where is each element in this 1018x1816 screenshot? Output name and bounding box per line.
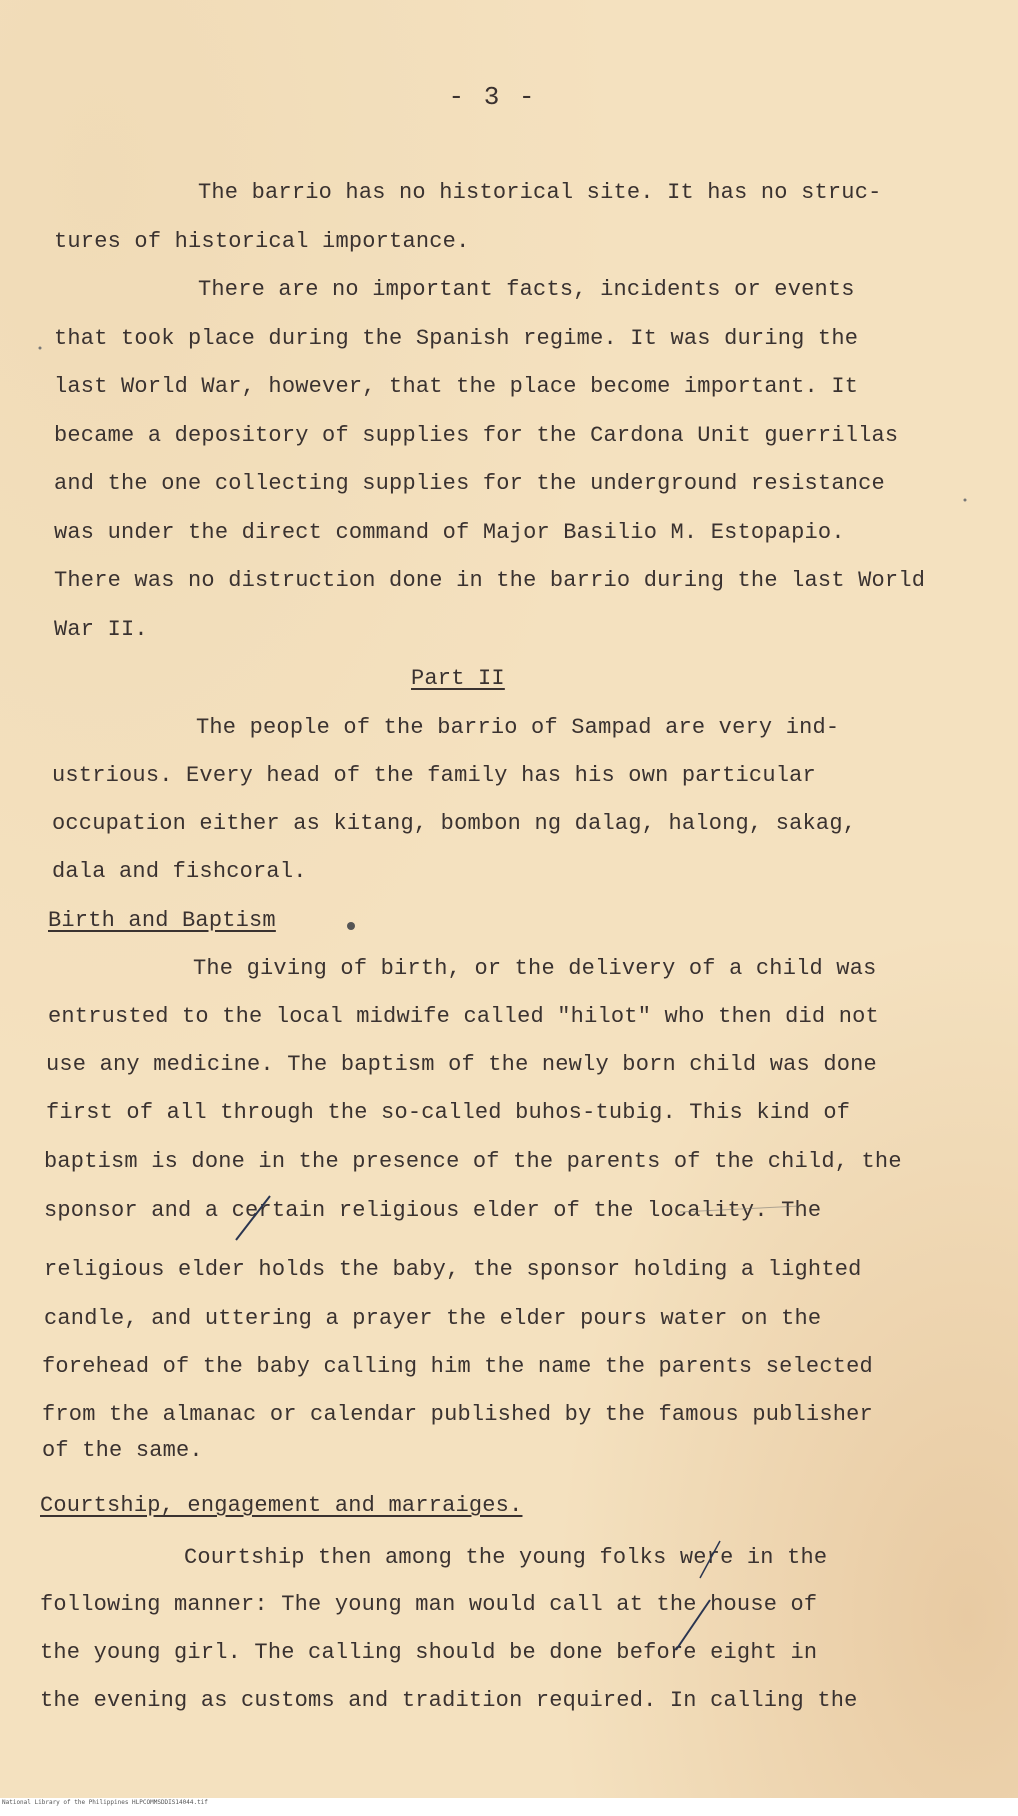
paragraph-line: that took place during the Spanish regime. It was during the	[54, 324, 858, 354]
page-number: - 3 -	[0, 82, 985, 112]
paragraph-line: was under the direct command of Major Basilio M. Estopapio.	[54, 518, 845, 548]
scan-footer: National Library of the Philippines HLPCOMMSDDIS14044.tif	[0, 1798, 1018, 1816]
paragraph-line: the young girl. The calling should be done before eight in	[40, 1638, 817, 1668]
paragraph-line: forehead of the baby calling him the name the parents selected	[42, 1352, 873, 1382]
paragraph-line: of the same.	[42, 1436, 203, 1466]
paragraph-line: first of all through the so-called buhos-tubig. This kind of	[46, 1098, 850, 1128]
ink-speck	[964, 499, 967, 502]
check-mark	[676, 1600, 710, 1650]
paragraph-line: occupation either as kitang, bombon ng dalag, halong, sakag,	[52, 809, 856, 839]
check-mark	[700, 1541, 720, 1578]
paragraph-line: dala and fishcoral.	[52, 857, 307, 887]
section-heading-part-ii: Part II	[411, 664, 505, 694]
paragraph-line: sponsor and a certain religious elder of the locality. The	[44, 1196, 821, 1226]
paragraph-line: from the almanac or calendar published by the famous publisher	[42, 1400, 873, 1430]
paragraph-line: following manner: The young man would call at the house of	[40, 1590, 817, 1620]
section-heading-birth-baptism: Birth and Baptism	[48, 906, 276, 936]
pencil-stroke	[680, 1206, 800, 1212]
paragraph-line: Courtship then among the young folks were in the	[184, 1543, 827, 1573]
paragraph-line: tures of historical importance.	[54, 227, 469, 257]
paragraph-line: entrusted to the local midwife called "hilot" who then did not	[48, 1002, 879, 1032]
paragraph-line: and the one collecting supplies for the underground resistance	[54, 469, 885, 499]
paragraph-line: the evening as customs and tradition required. In calling the	[40, 1686, 858, 1716]
paragraph-line: baptism is done in the presence of the parents of the child, the	[44, 1147, 902, 1177]
ink-speck	[39, 347, 42, 350]
paragraph-line: There are no important facts, incidents or events	[198, 275, 855, 305]
paragraph-line: religious elder holds the baby, the sponsor holding a lighted	[44, 1255, 862, 1285]
paragraph-line: last World War, however, that the place become important. It	[54, 372, 858, 402]
ink-speck	[347, 922, 355, 930]
paragraph-line: The people of the barrio of Sampad are very ind-	[196, 713, 839, 743]
section-heading-courtship: Courtship, engagement and marraiges.	[40, 1491, 522, 1521]
paragraph-line: There was no distruction done in the barrio during the last World	[54, 566, 925, 596]
check-mark	[236, 1196, 270, 1240]
paragraph-line: The barrio has no historical site. It has no struc-	[198, 178, 882, 208]
paragraph-line: The giving of birth, or the delivery of a child was	[193, 954, 877, 984]
paragraph-line: ustrious. Every head of the family has his own particular	[52, 761, 816, 791]
paragraph-line: use any medicine. The baptism of the newly born child was done	[46, 1050, 877, 1080]
paragraph-line: became a depository of supplies for the Cardona Unit guerrillas	[54, 421, 898, 451]
paragraph-line: War II.	[54, 615, 148, 645]
paragraph-line: candle, and uttering a prayer the elder pours water on the	[44, 1304, 821, 1334]
